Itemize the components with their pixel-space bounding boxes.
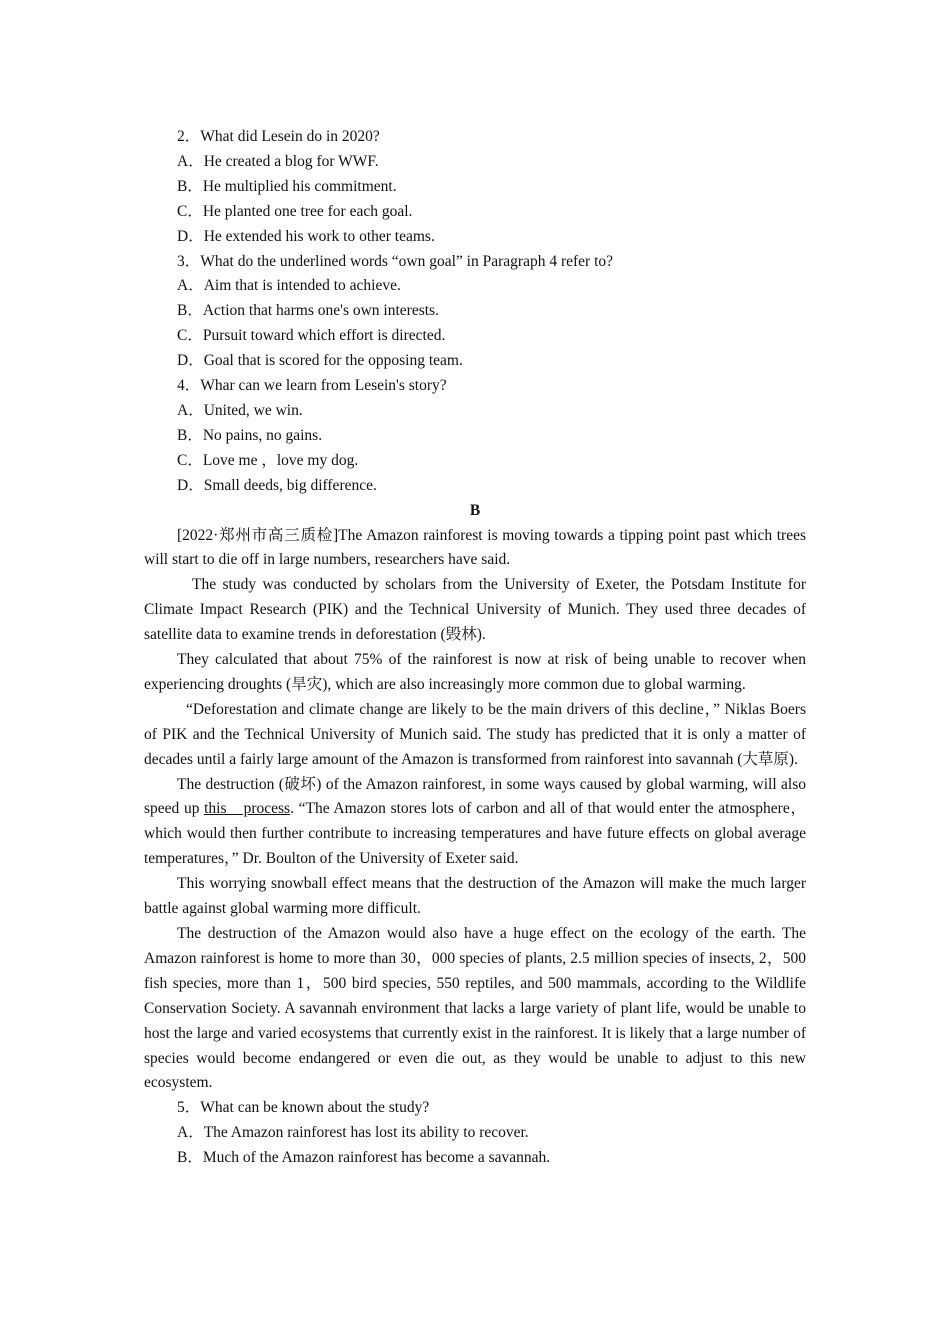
question-5-stem: 5．What can be known about the study? xyxy=(177,1099,430,1117)
question-3-option-c: C．Pursuit toward which effort is directed. xyxy=(177,327,446,345)
passage-paragraph-6: This worrying snowball effect means that the destruction of the Amazon will make the much larger battle against global warming more difficult. xyxy=(144,875,806,918)
question-2-option-b: B．He multiplied his commitment. xyxy=(177,177,397,195)
passage-paragraph-3: They calculated that about 75% of the rainforest is now at risk of being unable to recover when experiencing droughts (旱灾), which are also increasingly more common due to global warming. xyxy=(144,651,806,693)
passage-paragraph-7: The destruction of the Amazon would also have a huge effect on the ecology of the earth. The Amazon rainforest is home to more than 30，000 species of plants, 2.5 million species of insects, 2，500 fish species, more than 1，500 bird species, 550 reptiles, and 500 mammals, according to the Wildlife Conservation Society. A savannah environment that lacks a large variety of plant life, would be unable to host the large and varied ecosystems that currently exist in the rainforest. It is likely that a large number of species would become endangered or even die out, as they would be unable to adjust to this new ecosystem. xyxy=(144,925,806,1092)
question-3-option-d: D．Goal that is scored for the opposing team. xyxy=(177,352,463,370)
paragraph-5-after: . “The Amazon stores lots of carbon and all of that would enter the atmosphere，which would then further contribute to increasing temperatures and have future effects on global average temperatures，” Dr. Boulton of the University of Exeter said. xyxy=(144,800,806,868)
question-5-option-a: A．The Amazon rainforest has lost its ability to recover. xyxy=(177,1124,529,1142)
paragraph-5-before: The destruction (破坏) of the Amazon rainforest, in some ways caused by global warming, will also speed up xyxy=(144,775,806,818)
question-4-option-d: D．Small deeds, big difference. xyxy=(177,476,377,494)
passage-paragraph-2: The study was conducted by scholars from the University of Exeter, the Potsdam Institute for Climate Impact Research (PIK) and the Technical University of Munich. They used three decades of satellite data to examine trends in deforestation (毁林). xyxy=(144,576,806,644)
question-4-option-a: A．United, we win. xyxy=(177,401,303,419)
question-4-option-c: C．Love me ，love my dog. xyxy=(177,451,359,469)
passage-paragraph-4: “Deforestation and climate change are likely to be the main drivers of this decline，” Niklas Boers of PIK and the Technical University of Munich said. The study has predicted that it is only a matter of decades until a fairly large amount of the Amazon is transformed from rainforest into savannah (大草原). xyxy=(144,700,806,768)
passage-paragraph-1: [2022·郑州市高三质检]The Amazon rainforest is moving towards a tipping point past which trees will start to die off in large numbers, researchers have said. xyxy=(144,526,806,569)
question-3-stem: 3．What do the underlined words “own goal” in Paragraph 4 refer to? xyxy=(177,252,614,270)
passage-paragraph-5 xyxy=(144,773,806,873)
question-2-option-c: C．He planted one tree for each goal. xyxy=(177,202,413,220)
question-4-stem: 4．Whar can we learn from Lesein's story? xyxy=(177,377,447,395)
question-2-stem: 2．What did Lesein do in 2020? xyxy=(177,128,380,145)
question-2-option-d: D．He extended his work to other teams. xyxy=(177,227,435,245)
underlined-phrase: this process xyxy=(204,800,291,818)
question-5-option-b: B．Much of the Amazon rainforest has become a savannah. xyxy=(177,1149,551,1167)
question-3-option-a: A．Aim that is intended to achieve. xyxy=(177,277,401,295)
question-2-option-a: A．He created a blog for WWF. xyxy=(177,152,379,170)
document-page xyxy=(144,125,806,1171)
question-3-option-b: B．Action that harms one's own interests. xyxy=(177,302,439,320)
question-4-option-b: B．No pains, no gains. xyxy=(177,426,323,444)
section-b-title: B xyxy=(469,501,481,519)
